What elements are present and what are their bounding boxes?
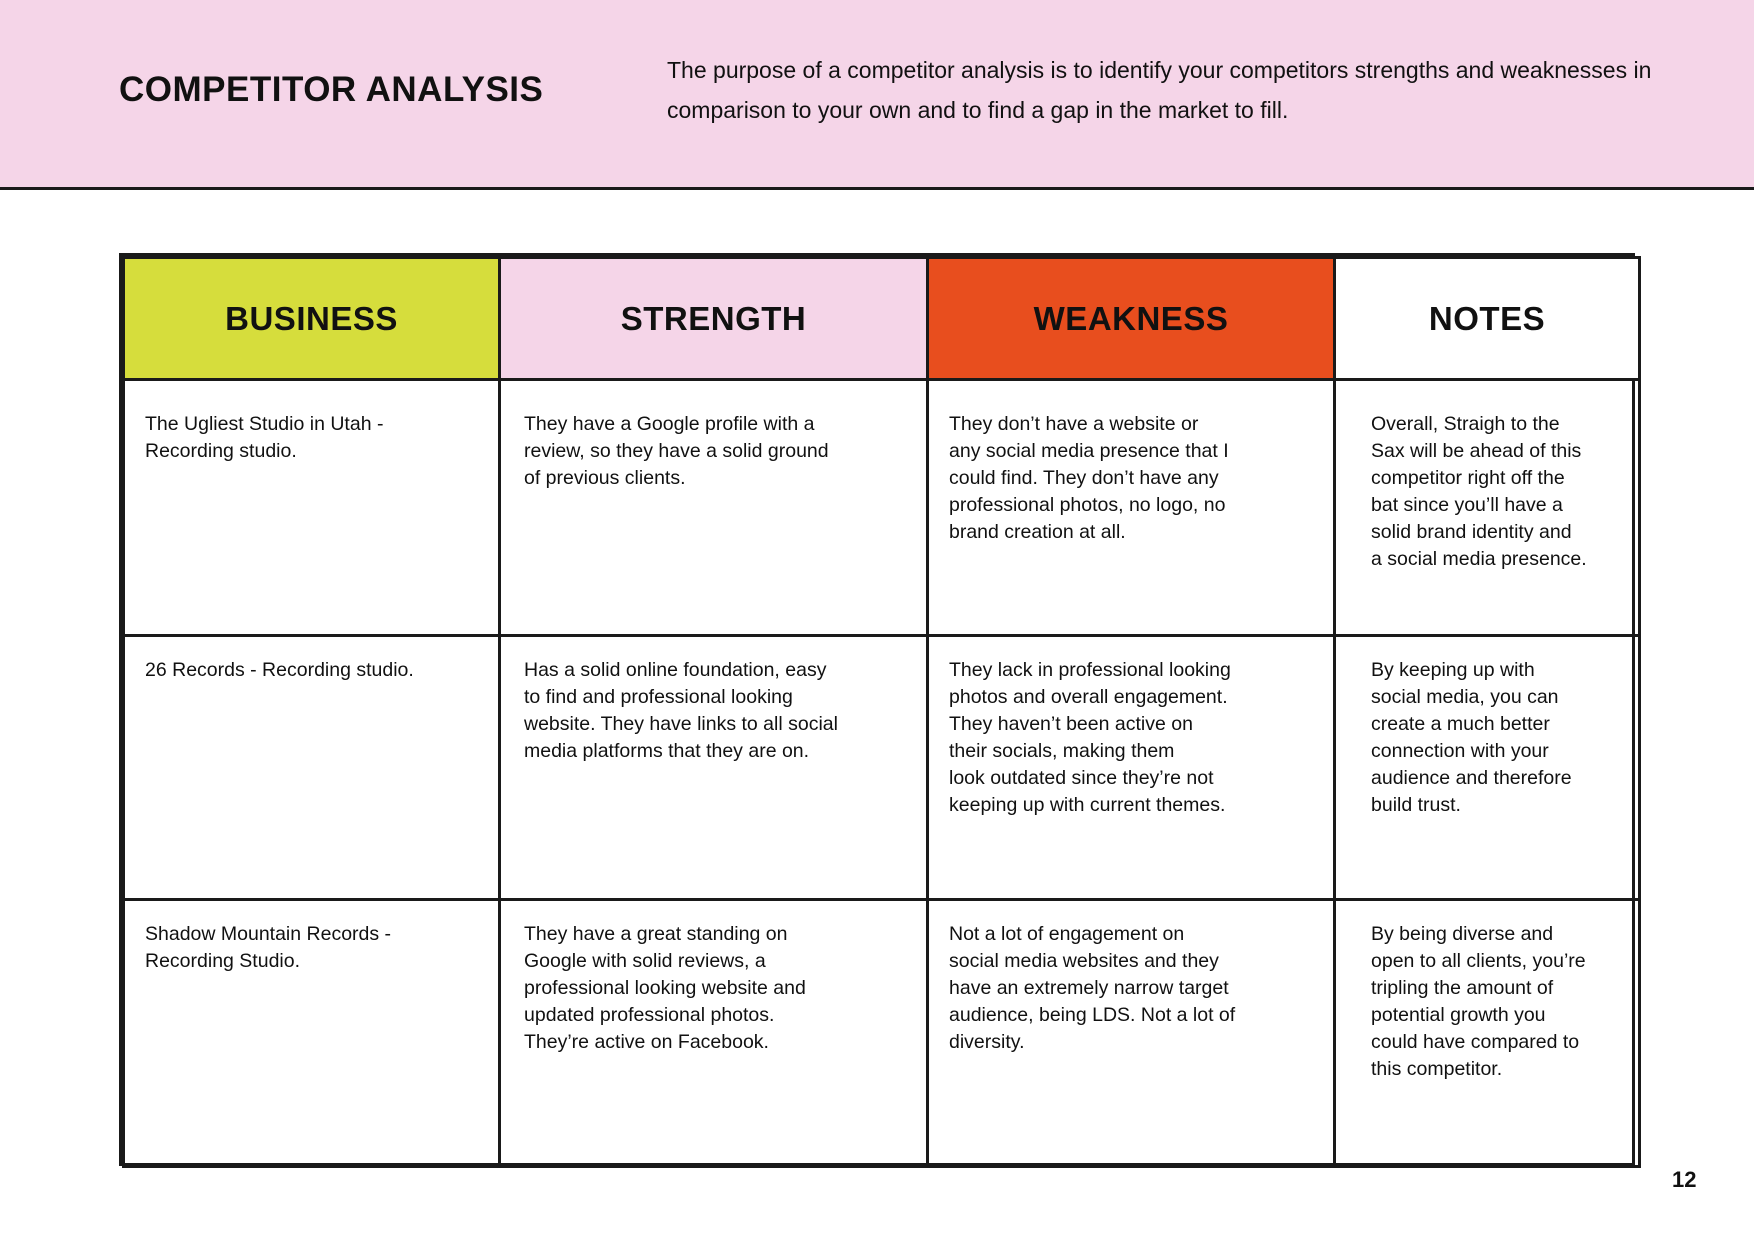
weakness-text: They don’t have a website or any social media presence that I could find. They don’t have any professional photos, no logo, no brand creation at all. [949,413,1229,543]
notes-cell [1335,636,1640,900]
business-cell [124,380,500,636]
business-text: Shadow Mountain Records - Recording Studio. [145,923,392,972]
table-header-row [124,258,1640,380]
business-text: 26 Records - Recording studio. [145,659,414,681]
table-row [124,900,1640,1167]
strength-cell [500,636,928,900]
competitor-table [122,256,1641,1168]
strength-cell [500,380,928,636]
notes-cell [1335,900,1640,1167]
weakness-text: They lack in professional looking photos and overall engagement. They haven’t been active on their socials, making them look outdated since they’re not keeping up with current themes. [949,659,1231,816]
strength-text: They have a Google profile with a review, so they have a solid ground of previous clients. [524,413,829,489]
notes-text: By keeping up with social media, you can create a much better connection with your audience and therefore build trust. [1371,659,1572,816]
business-text: The Ugliest Studio in Utah - Recording studio. [145,413,384,462]
intro-text: The purpose of a competitor analysis is to identify your competitors strengths and weaknesses in comparison to your own and to find a gap in the market to fill. [667,57,1652,123]
header-business: BUSINESS [124,258,500,380]
table-row [124,636,1640,900]
weakness-cell [928,380,1335,636]
weakness-text: Not a lot of engagement on social media websites and they have an extremely narrow target audience, being LDS. Not a lot of diversity. [949,923,1236,1053]
notes-cell [1335,380,1640,636]
competitor-table-container [119,253,1635,1166]
table-row [124,380,1640,636]
header-weakness: WEAKNESS [928,258,1335,380]
strength-text: Has a solid online foundation, easy to find and professional looking website. They have links to all social media platforms that they are on. [524,659,838,762]
business-cell [124,900,500,1167]
weakness-cell [928,900,1335,1167]
header-strength: STRENGTH [500,258,928,380]
header-notes: NOTES [1335,258,1640,380]
header-banner [0,0,1754,190]
business-cell [124,636,500,900]
notes-text: Overall, Straigh to the Sax will be ahead of this competitor right off the bat since you’ll have a solid brand identity and a social media presence. [1371,413,1587,570]
strength-cell [500,900,928,1167]
weakness-cell [928,636,1335,900]
strength-text: They have a great standing on Google with solid reviews, a professional looking website and updated professional photos. They’re active on Facebook. [524,923,806,1053]
notes-text: By being diverse and open to all clients, you’re tripling the amount of potential growth you could have compared to this competitor. [1371,923,1586,1080]
page-title: COMPETITOR ANALYSIS [119,70,544,109]
page-number: 12 [1672,1167,1697,1192]
